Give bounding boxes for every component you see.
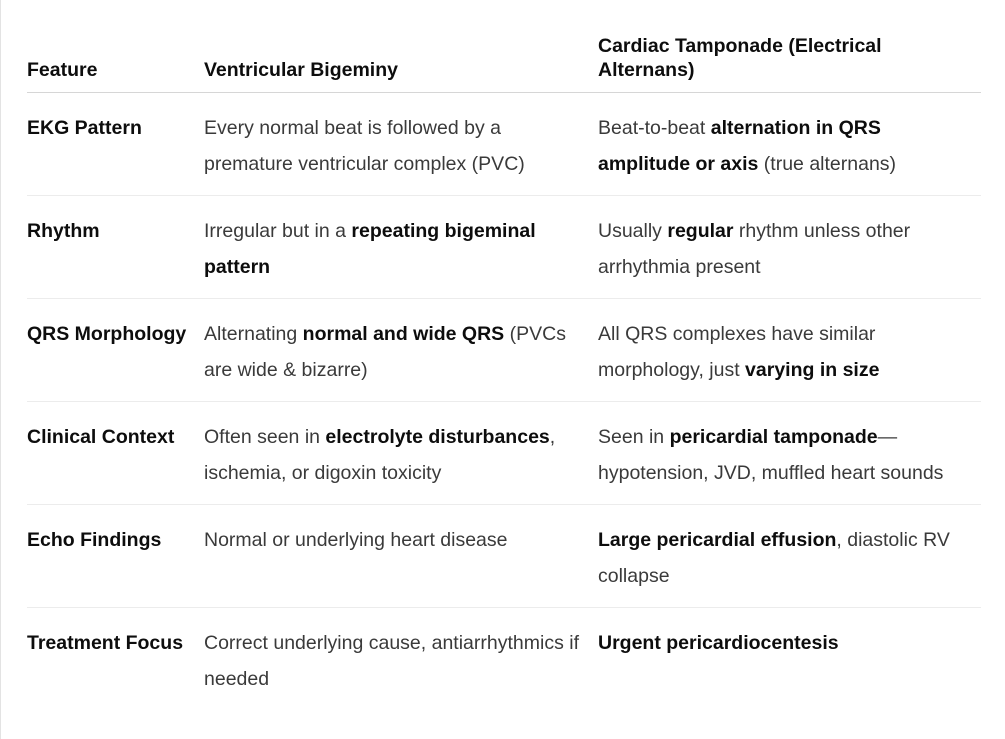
cell-text: Alternating bbox=[204, 323, 303, 345]
bigeminy-cell bbox=[204, 505, 598, 608]
cell-text: , diastolic RV collapse bbox=[598, 529, 950, 587]
cell-text: All QRS complexes have similar morphology, just bbox=[598, 323, 876, 381]
feature-cell: Echo Findings bbox=[27, 505, 204, 608]
emphasis-text: electrolyte disturbances bbox=[325, 426, 550, 448]
table-row bbox=[27, 505, 981, 608]
header-row bbox=[27, 34, 981, 93]
emphasis-text: varying in size bbox=[745, 359, 880, 381]
cell-text: , ischemia, or digoxin toxicity bbox=[204, 426, 556, 484]
table-row bbox=[27, 402, 981, 505]
tamponade-cell bbox=[598, 402, 981, 505]
emphasis-text: alternation in QRS amplitude or axis bbox=[598, 117, 881, 175]
emphasis-text: repeating bigeminal pattern bbox=[204, 220, 536, 278]
emphasis-text: normal and wide QRS bbox=[302, 323, 505, 345]
feature-cell: Clinical Context bbox=[27, 402, 204, 505]
header-cardiac-tamponade: Cardiac Tamponade (Electrical Alternans) bbox=[598, 34, 981, 93]
cell-text: Beat-to-beat bbox=[598, 117, 711, 139]
cell-text: Usually bbox=[598, 220, 668, 242]
cell-text: Often seen in bbox=[204, 426, 326, 448]
tamponade-cell bbox=[598, 299, 981, 402]
header-feature: Feature bbox=[27, 34, 204, 93]
table-body bbox=[27, 93, 981, 711]
feature-cell: QRS Morphology bbox=[27, 299, 204, 402]
content-left-border bbox=[0, 0, 1, 739]
cell-text: Seen in bbox=[598, 426, 670, 448]
bigeminy-cell bbox=[204, 196, 598, 299]
cell-text: (PVCs are wide & bizarre) bbox=[204, 323, 566, 381]
cell-text: rhythm unless other arrhythmia present bbox=[598, 220, 911, 278]
table-row bbox=[27, 93, 981, 196]
table-row bbox=[27, 608, 981, 711]
table-row bbox=[27, 196, 981, 299]
bigeminy-cell bbox=[204, 608, 598, 711]
table-header bbox=[27, 34, 981, 93]
emphasis-text: Urgent pericardiocentesis bbox=[598, 632, 839, 654]
bigeminy-cell bbox=[204, 93, 598, 196]
feature-cell: Rhythm bbox=[27, 196, 204, 299]
emphasis-text: Large pericardial effusion bbox=[598, 529, 837, 551]
header-ventricular-bigeminy: Ventricular Bigeminy bbox=[204, 34, 598, 93]
cell-text: (true alternans) bbox=[758, 153, 897, 175]
comparison-table bbox=[27, 34, 981, 710]
bigeminy-cell bbox=[204, 299, 598, 402]
table-row bbox=[27, 299, 981, 402]
emphasis-text: pericardial tamponade bbox=[669, 426, 878, 448]
bigeminy-cell bbox=[204, 402, 598, 505]
feature-cell: EKG Pattern bbox=[27, 93, 204, 196]
cell-text: Every normal beat is followed by a premature ventricular complex (PVC) bbox=[204, 117, 525, 175]
tamponade-cell bbox=[598, 608, 981, 711]
cell-text: Irregular but in a bbox=[204, 220, 352, 242]
cell-text: Correct underlying cause, antiarrhythmics if needed bbox=[204, 632, 579, 690]
emphasis-text: regular bbox=[667, 220, 734, 242]
cell-text: Normal or underlying heart disease bbox=[204, 529, 508, 551]
tamponade-cell bbox=[598, 505, 981, 608]
cell-text: —hypotension, JVD, muffled heart sounds bbox=[598, 426, 944, 484]
feature-cell: Treatment Focus bbox=[27, 632, 184, 654]
tamponade-cell bbox=[598, 196, 981, 299]
tamponade-cell bbox=[598, 93, 981, 196]
